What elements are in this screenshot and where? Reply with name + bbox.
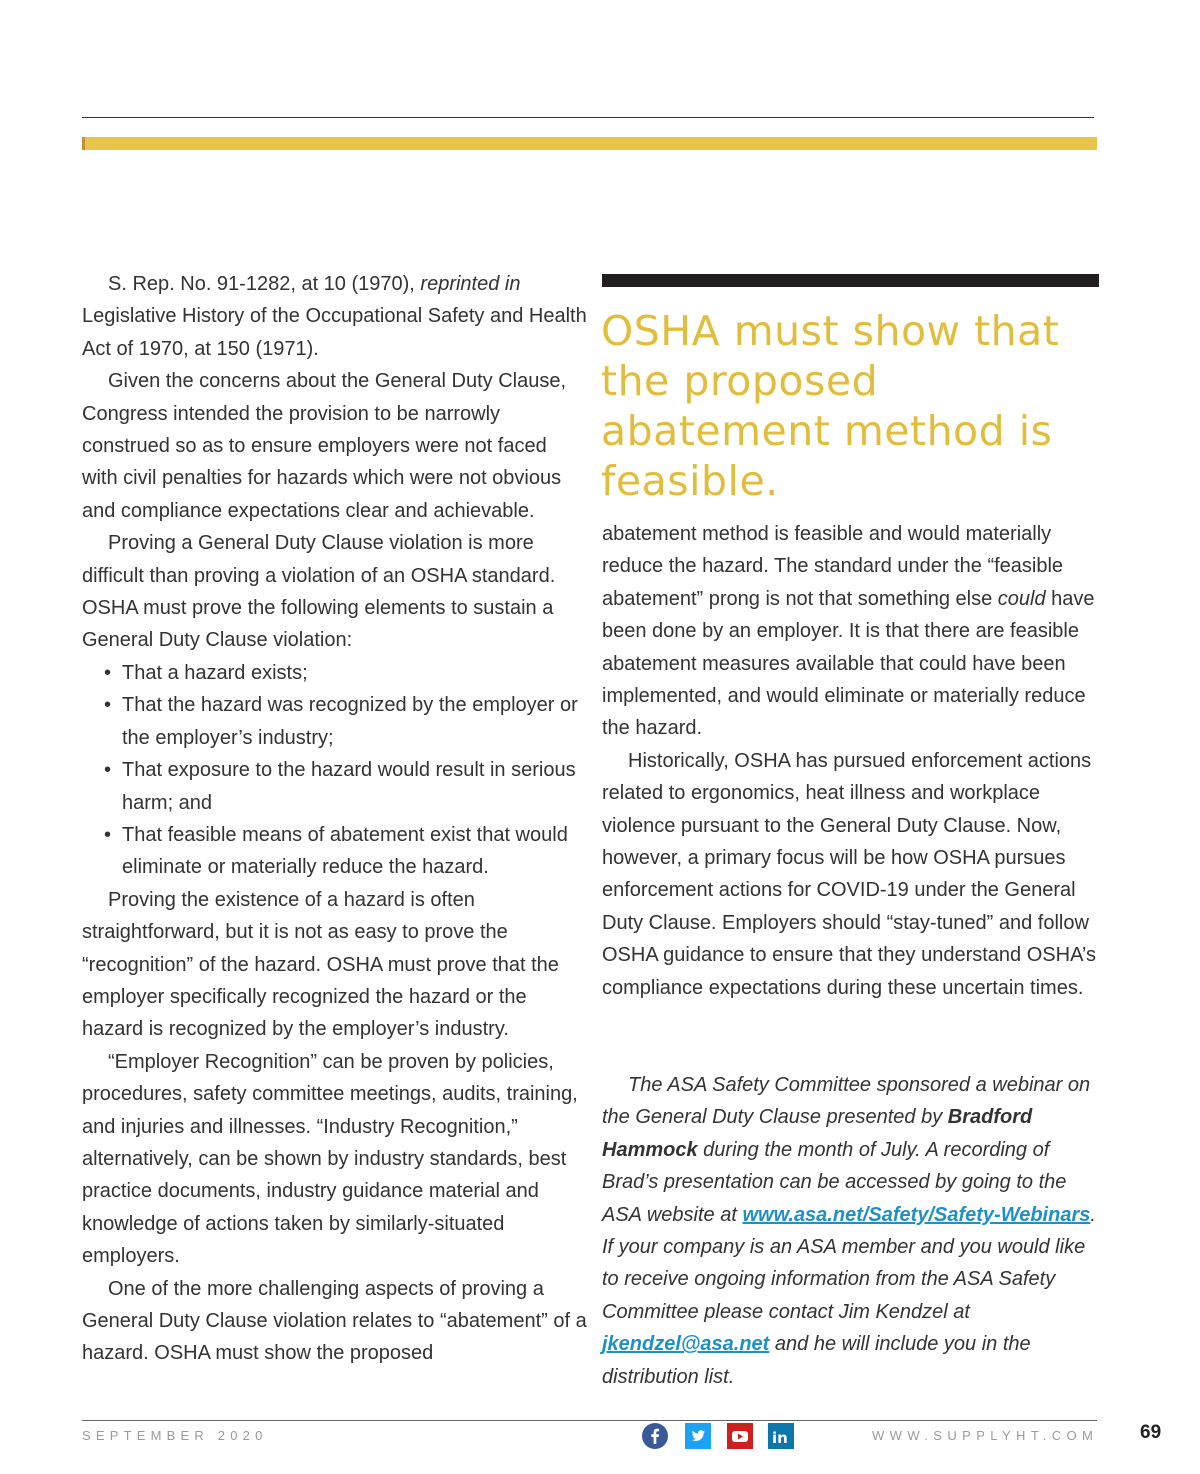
pull-quote-bar xyxy=(602,274,1099,287)
citation-paragraph: S. Rep. No. 91-1282, at 10 (1970), reprinted in xyxy=(108,273,521,295)
list-item: • That the hazard was recognized by the employer or the employer’s industry; xyxy=(104,689,587,754)
right-column xyxy=(602,518,1102,1004)
linkedin-icon[interactable] xyxy=(768,1423,794,1449)
paragraph-feasible-abatement: abatement method is feasible and would materially reduce the hazard. The standard under the “feasible abatement” prong is not that something else could have been done by an employer. It is that there are feasible abatement measures available that could have been implemented, and would eliminate or materially reduce the hazard. xyxy=(602,523,1095,740)
list-item: • That exposure to the hazard would result in serious harm; and xyxy=(104,754,587,819)
footer-rule xyxy=(82,1420,1097,1421)
webinar-note: The ASA Safety Committee sponsored a webinar on the General Duty Clause presented by Bradford Hammock during the month of July. A recording of Brad’s presentation can be accessed by going to the ASA website at www.asa.net/Safety/Safety-Webinars. If your company is an ASA member and you would like to receive ongoing information from the ASA Safety Committee please contact Jim Kendzel at jkendzel@asa.net and he will include you in the distribution list. xyxy=(602,1074,1096,1388)
top-rule xyxy=(82,117,1094,118)
webinar-link[interactable]: www.asa.net/Safety/Safety-Webinars xyxy=(742,1203,1091,1226)
facebook-icon[interactable] xyxy=(642,1423,668,1449)
paragraph-historically: Historically, OSHA has pursued enforcement actions related to ergonomics, heat illness and workplace violence pursuant to the General Duty Clause. Now, however, a primary focus will be how OSHA pursues enforcement actions for COVID-19 under the General Duty Clause. Employers should “stay-tuned” and follow OSHA guidance to ensure that they understand OSHA’s compliance expectations during these uncertain times. xyxy=(602,749,1097,999)
website-url[interactable]: WWW.SUPPLYHT.COM xyxy=(872,1428,1099,1443)
email-link[interactable]: jkendzel@asa.net xyxy=(602,1333,770,1356)
issue-date: SEPTEMBER 2020 xyxy=(82,1428,268,1443)
gold-header-bar xyxy=(82,137,1097,150)
pull-quote: OSHA must show that the proposed abatement method is feasible. xyxy=(601,307,1060,505)
list-item: • That a hazard exists; xyxy=(104,657,587,689)
paragraph-employer-recognition: “Employer Recognition” can be proven by policies, procedures, safety committee meetings, audits, training, and injuries and illnesses. “Industry Recognition,” alternatively, can be shown by industry standards, best practice documents, industry guidance material and knowledge of actions taken by similarly-situated employers. xyxy=(82,1050,578,1268)
citation-continuation: Legislative History of the Occupational Safety and Health Act of 1970, at 150 (1971). xyxy=(82,305,587,360)
elements-list xyxy=(82,657,587,884)
paragraph-proving-violation: Proving a General Duty Clause violation is more difficult than proving a violation of an OSHA standard. OSHA must prove the following elements to sustain a General Duty Clause violation: xyxy=(82,532,556,652)
twitter-icon[interactable] xyxy=(685,1423,711,1449)
page-number: 69 xyxy=(1140,1422,1162,1443)
left-column xyxy=(82,268,587,1370)
list-item: • That feasible means of abatement exist that would eliminate or materially reduce the hazard. xyxy=(104,819,587,884)
youtube-icon[interactable] xyxy=(727,1423,753,1449)
paragraph-hazard-recognition: Proving the existence of a hazard is often straightforward, but it is not as easy to prove the “recognition” of the hazard. OSHA must prove that the employer specifically recognized the hazard or the hazard is recognized by the employer’s industry. xyxy=(82,888,559,1041)
presenter-name: Bradford Hammock xyxy=(602,1106,1033,1161)
paragraph-abatement: One of the more challenging aspects of proving a General Duty Clause violation relates to “abatement” of a hazard. OSHA must show the proposed xyxy=(82,1277,587,1365)
paragraph-congress-intent: Given the concerns about the General Duty Clause, Congress intended the provision to be narrowly construed so as to ensure employers were not faced with civil penalties for hazards which were not obvious and compliance expectations clear and achievable. xyxy=(82,370,567,522)
linkedin-glyph: in xyxy=(772,1429,788,1447)
